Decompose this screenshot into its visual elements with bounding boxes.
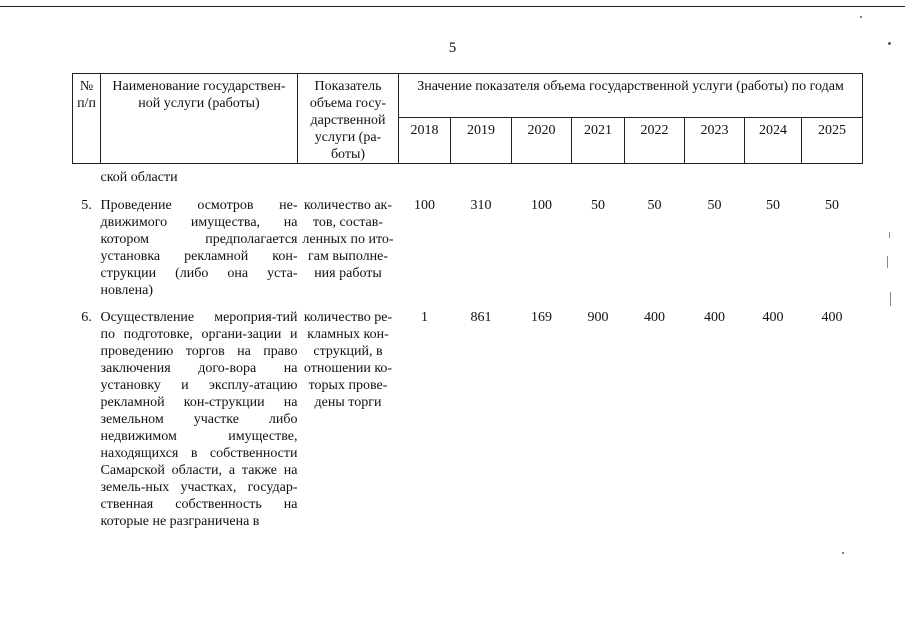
scan-speck (887, 256, 888, 268)
page-number: 5 (448, 40, 457, 56)
table-row (73, 164, 863, 192)
header-name: Наименование государствен-ной услуги (работы) (101, 74, 298, 164)
header-indicator: Показатель объема госу-дарственной услуги (ра-боты) (298, 74, 399, 164)
header-year: 2018 (399, 118, 451, 164)
header-year: 2021 (572, 118, 625, 164)
header-year: 2020 (512, 118, 572, 164)
table-row (73, 191, 863, 305)
value-cell: 400 (704, 310, 725, 325)
continuation-text: ской области (100, 170, 178, 185)
header-values-group: Значение показателя объема государственной услуги (работы) по годам (399, 74, 863, 118)
value-cell: 400 (762, 310, 784, 325)
indicator-name: количество ак-тов, состав-ленных по ито-гам выполне-ния работы (302, 198, 394, 281)
value-cell: 400 (644, 310, 665, 325)
value-cell: 50 (766, 198, 780, 213)
header-year: 2022 (625, 118, 685, 164)
service-name: Проведение осмотров не-движимого имущества, на котором предполагается установка рекламной кон-струкции (либо она уста-новлена) (100, 198, 298, 298)
header-year: 2025 (802, 118, 863, 164)
scan-speck (888, 42, 891, 45)
service-name: Осуществление мероприя-тий по подготовке, органи-зации и проведению торгов на право заключения дого-вора на установку и эксплу-атацию рекламной кон-струкции на земельном участке либо недвижимом имуществе, находящихся в собственности Самарской области, а также на земель-ных участках, государ-ственная собственность на которые не разграничена в (100, 310, 298, 529)
value-cell: 50 (591, 198, 605, 213)
top-border-line (0, 6, 905, 7)
value-cell: 1 (421, 310, 428, 325)
value-cell: 861 (470, 310, 492, 325)
value-cell: 50 (707, 198, 722, 213)
row-number: 6. (81, 310, 92, 325)
header-year: 2024 (745, 118, 802, 164)
scan-speck (842, 552, 844, 554)
header-year: 2023 (685, 118, 745, 164)
value-cell: 50 (825, 198, 840, 213)
header-no: № п/п (73, 74, 101, 164)
row-number: 5. (81, 198, 92, 213)
value-cell: 900 (587, 310, 609, 325)
value-cell: 310 (470, 198, 492, 213)
value-cell: 100 (531, 198, 552, 213)
scan-speck (889, 232, 890, 238)
value-cell: 400 (821, 310, 843, 325)
indicator-name: количество ре-кламных кон-струкций, в отношении ко-торых прове-дены торги (303, 310, 393, 410)
services-table (72, 73, 863, 530)
scan-speck (890, 292, 891, 306)
scan-speck (860, 16, 862, 18)
header-year: 2019 (451, 118, 512, 164)
value-cell: 100 (414, 198, 435, 213)
value-cell: 169 (531, 310, 552, 325)
table-row (73, 305, 863, 530)
value-cell: 50 (647, 198, 662, 213)
